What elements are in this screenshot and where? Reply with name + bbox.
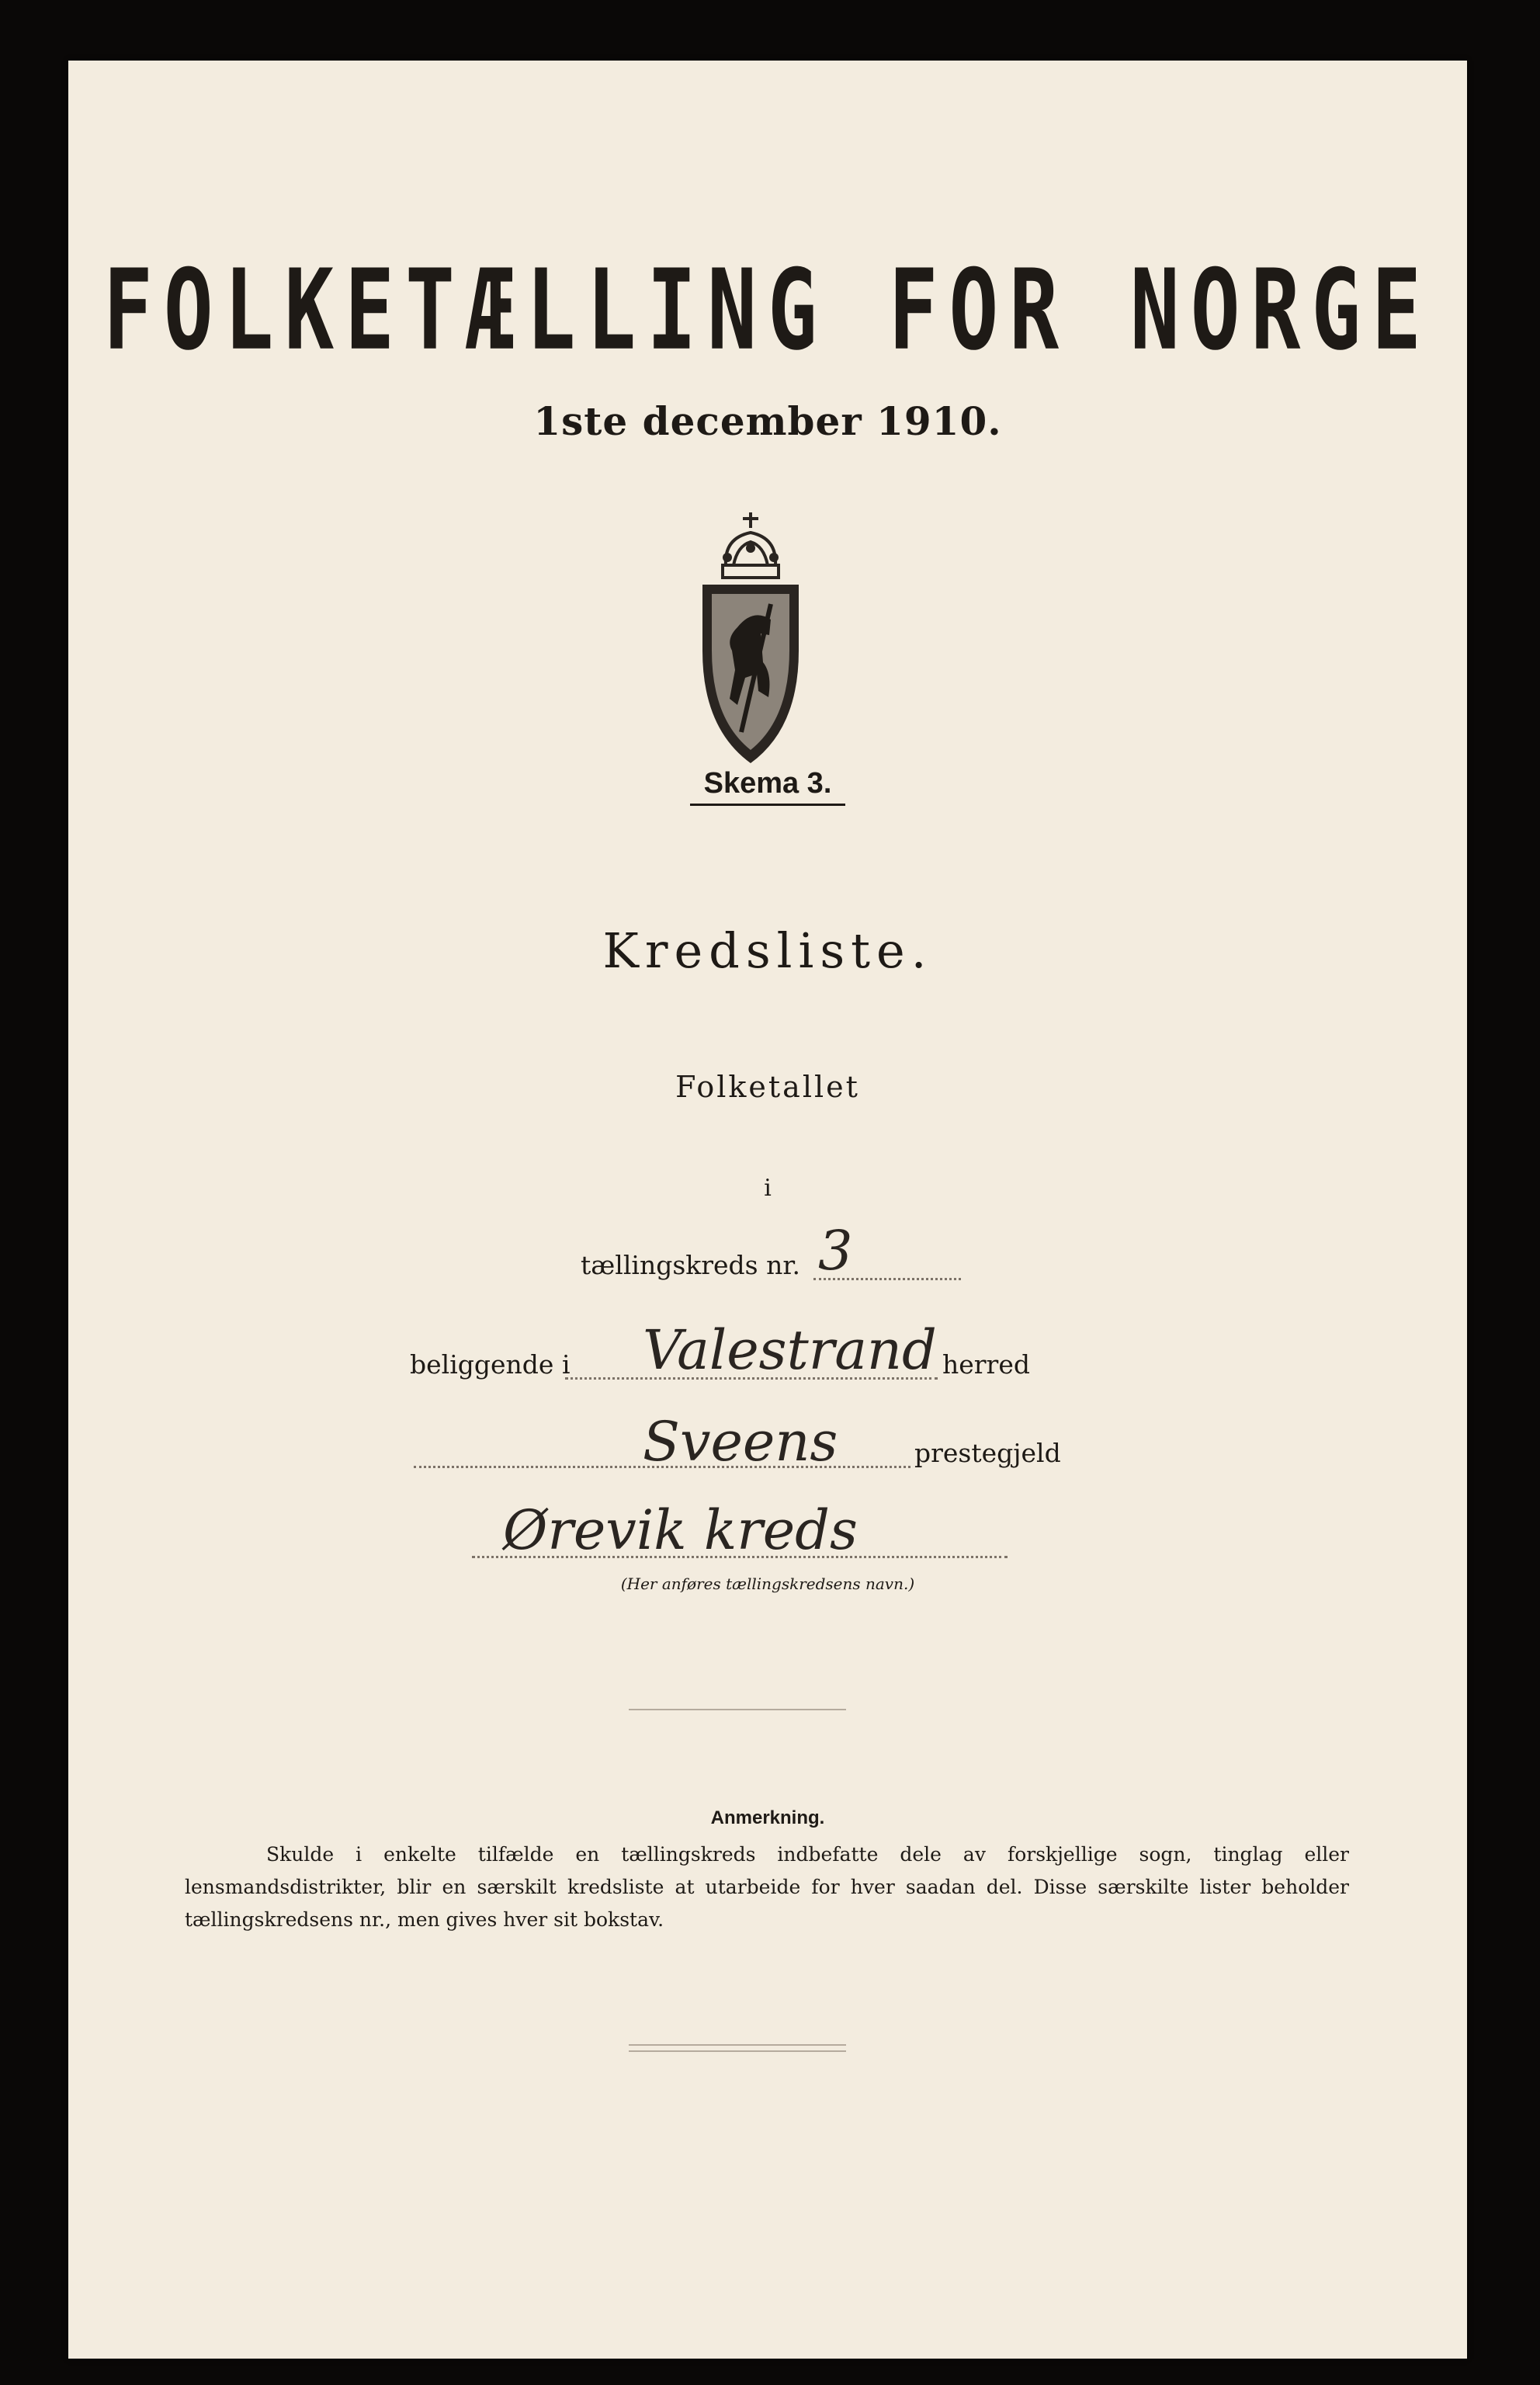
kreds-number-label: tællingskreds nr. <box>581 1250 800 1280</box>
population-label: Folketallet <box>675 1070 860 1104</box>
municipality-value: Valestrand <box>643 1318 937 1382</box>
form-heading: Kredsliste. <box>602 922 933 979</box>
kreds-number-value: 3 <box>818 1219 853 1283</box>
census-form-page <box>68 61 1467 2359</box>
prestegjeld-label: prestegjeld <box>914 1438 1061 1468</box>
location-label: beliggende i <box>410 1349 571 1380</box>
schema-label: Skema 3. <box>690 767 846 806</box>
page-title: FOLKETÆLLING FOR NORGE <box>103 245 1432 375</box>
parish-value: Sveens <box>643 1410 838 1474</box>
kreds-name-note: (Her anføres tællingskredsens navn.) <box>620 1574 915 1593</box>
schema-number <box>68 767 1467 806</box>
herred-label: herred <box>942 1349 1030 1380</box>
divider-1 <box>629 1709 846 1710</box>
note-heading: Anmerkning. <box>710 1807 825 1828</box>
coat-of-arms-icon <box>695 511 806 767</box>
divider-2 <box>629 2044 846 2046</box>
note-text: Skulde i enkelte tilfælde en tællingskreds indbefatte dele av forskjellige sogn, tinglag eller lensmandsdistrikter, blir en særskilt kredsliste at utarbeide for hver saadan del. Disse særskilte lister beholder tællingskredsens nr., men gives hver sit bokstav. <box>185 1843 1349 1931</box>
census-date: 1ste december 1910. <box>533 398 1002 444</box>
kreds-name-value: Ørevik kreds <box>503 1498 858 1562</box>
in-label: i <box>764 1175 772 1202</box>
divider-3 <box>629 2050 846 2052</box>
